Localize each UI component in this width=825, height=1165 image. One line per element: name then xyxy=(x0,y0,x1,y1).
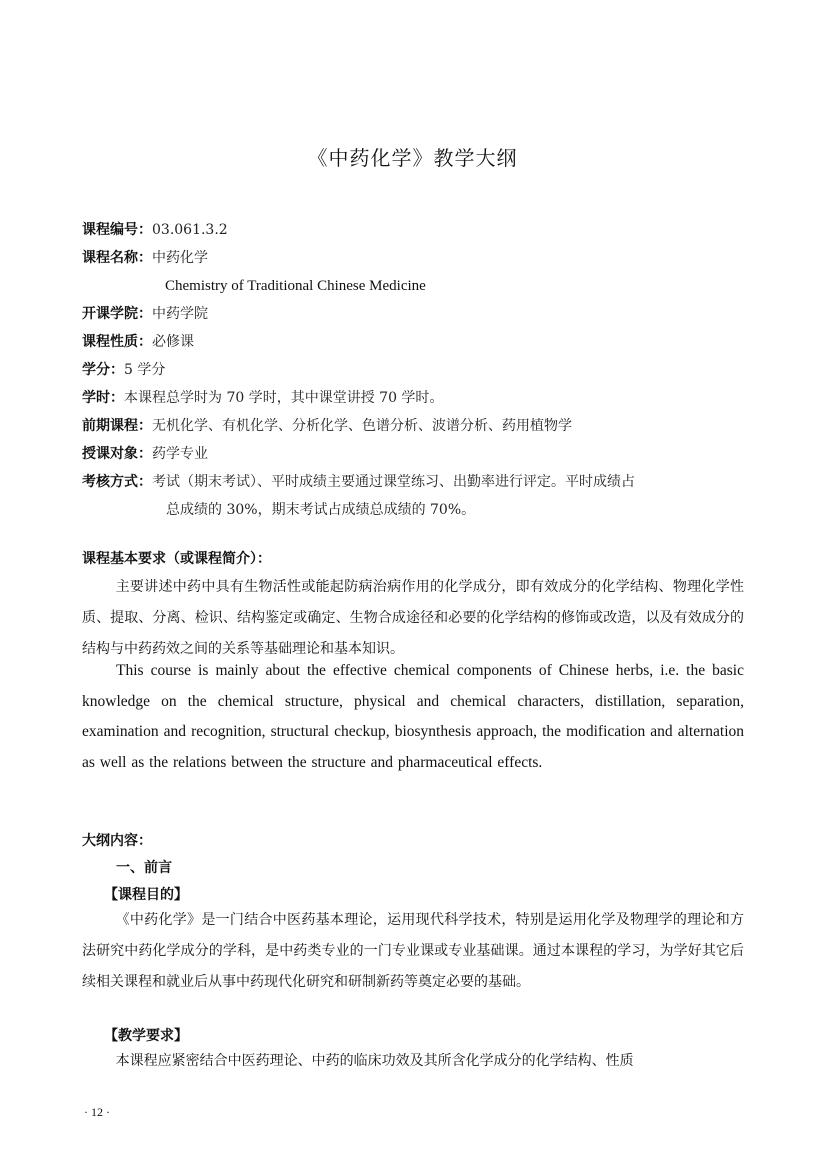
meta-label: 前期课程： xyxy=(82,418,152,434)
meta-row-nature xyxy=(82,328,752,356)
meta-label: 课程名称： xyxy=(82,250,152,266)
section-preface-heading: 一、前言 xyxy=(116,860,172,876)
outline-heading: 大纲内容： xyxy=(82,833,152,849)
basic-paragraph-english: This course is mainly about the effective chemical components of Chinese herbs, i.e. the basic knowledge on the chemical structure, physical and chemical characters, distillation, separation, examination and recognition, structural checkup, biosynthesis approach, the modification and alternation as well as the relations between the structure and pharmaceutical effects. xyxy=(82,662,744,771)
meta-value: 必修课 xyxy=(152,334,194,350)
meta-assess-continuation: 总成绩的 30%，期末考试占成绩总成绩的 70%。 xyxy=(166,502,476,518)
basic-paragraph-chinese: 主要讲述中药中具有生物活性或能起防病治病作用的化学成分，即有效成分的化学结构、物理化学性质、提取、分离、检识、结构鉴定或确定、生物合成途径和必要的化学结构的修饰或改造，以及有效成分的结构与中药药效之间的关系等基础理论和基本知识。 xyxy=(82,579,744,657)
requirements-heading: 【教学要求】 xyxy=(104,1028,188,1044)
meta-value: 03.061.3.2 xyxy=(152,222,228,238)
meta-value: 中药化学 xyxy=(152,250,208,266)
meta-row-target xyxy=(82,440,752,468)
meta-label: 开课学院： xyxy=(82,306,152,322)
meta-label: 课程性质： xyxy=(82,334,152,350)
course-meta xyxy=(82,216,752,524)
meta-row-name xyxy=(82,244,752,272)
meta-label: 授课对象： xyxy=(82,446,152,462)
page-number: · 12 · xyxy=(84,1105,110,1119)
meta-value: 5 学分 xyxy=(124,362,166,378)
meta-name-english: Chemistry of Traditional Chinese Medicine xyxy=(165,278,426,294)
purpose-paragraph: 《中药化学》是一门结合中医药基本理论，运用现代科学技术，特别是运用化学及物理学的理论和方法研究中药化学成分的学科，是中药类专业的一门专业课或专业基础课。通过本课程的学习，为学好其它后续相关课程和就业后从事中药现代化研究和研制新药等奠定必要的基础。 xyxy=(82,912,744,990)
meta-value: 药学专业 xyxy=(152,446,208,462)
meta-row-code xyxy=(82,216,752,244)
meta-label: 考核方式： xyxy=(82,474,152,490)
requirements-paragraph: 本课程应紧密结合中医药理论、中药的临床功效及其所含化学成分的化学结构、性质 xyxy=(115,1053,634,1069)
meta-value: 中药学院 xyxy=(152,306,208,322)
meta-label: 学时： xyxy=(82,390,124,406)
meta-label: 课程编号： xyxy=(82,222,152,238)
basic-requirements-heading: 课程基本要求（或课程简介）： xyxy=(82,551,271,567)
meta-label: 学分： xyxy=(82,362,124,378)
meta-value: 考试（期末考试）、平时成绩主要通过课堂练习、出勤率进行评定。平时成绩占 xyxy=(152,474,635,490)
document-title: 《中药化学》教学大纲 xyxy=(307,146,518,170)
meta-row-assess xyxy=(82,468,752,496)
meta-row-college xyxy=(82,300,752,328)
meta-value: 无机化学、有机化学、分析化学、色谱分析、波谱分析、药用植物学 xyxy=(152,418,572,434)
meta-row-prereq xyxy=(82,412,752,440)
meta-row-credit xyxy=(82,356,752,384)
purpose-heading: 【课程目的】 xyxy=(104,887,188,903)
meta-value: 本课程总学时为 70 学时，其中课堂讲授 70 学时。 xyxy=(124,390,444,406)
meta-row-hours xyxy=(82,384,752,412)
